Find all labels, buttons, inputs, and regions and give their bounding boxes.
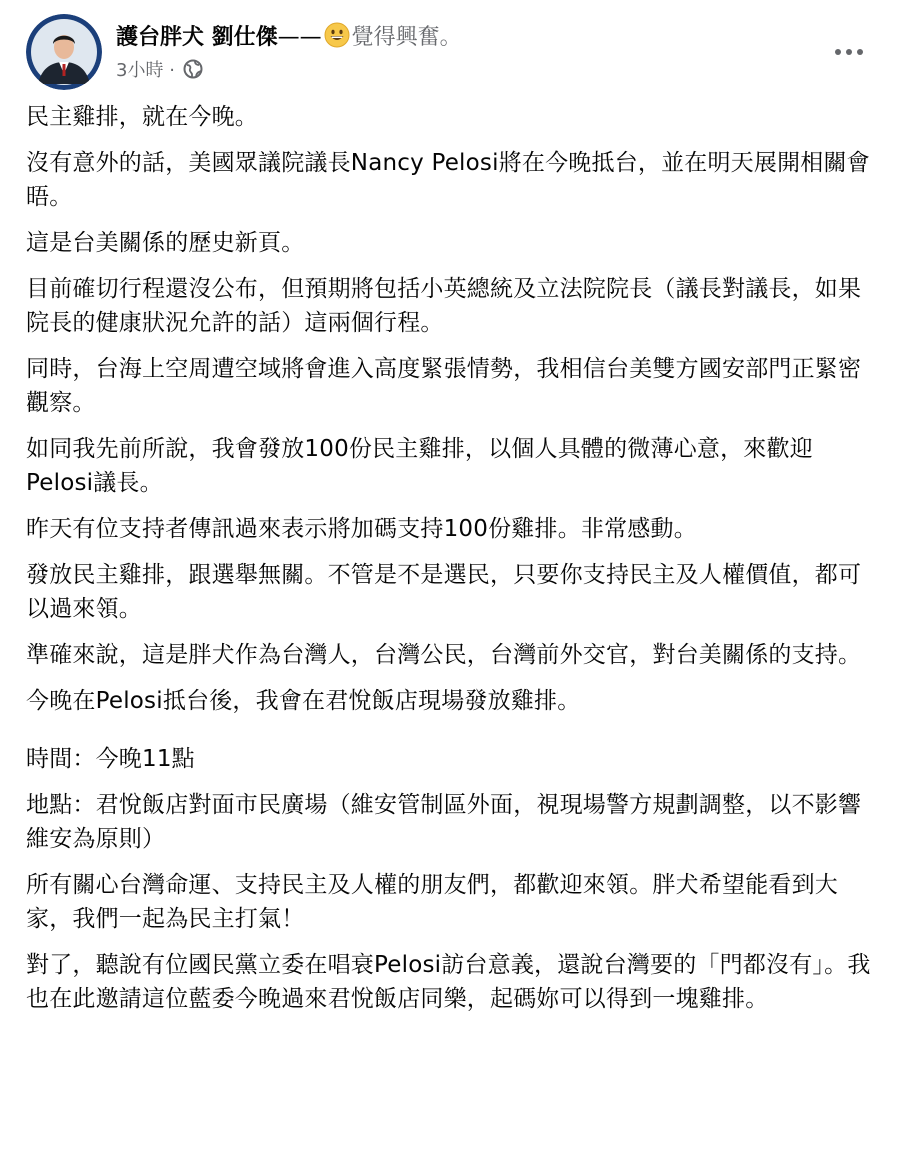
post-meta xyxy=(116,59,203,86)
post-paragraph: 同時，台海上空周遭空域將會進入高度緊張情勢，我相信台美雙方國安部門正緊密觀察。 xyxy=(26,356,862,416)
globe-icon[interactable] xyxy=(183,59,203,86)
post-paragraph: 今晚在Pelosi抵台後，我會在君悅飯店現場發放雞排。 xyxy=(26,688,581,714)
event-time: 時間：今晚11點 xyxy=(26,746,195,772)
post-header xyxy=(26,14,867,90)
post-timestamp[interactable]: 3小時 xyxy=(116,60,164,81)
more-options-icon[interactable] xyxy=(831,34,867,70)
event-location: 地點：君悅飯店對面市民廣場（維安管制區外面，視現場警方規劃調整，以不影響維安為原則） xyxy=(26,792,862,852)
feeling-text: 覺得興奮。 xyxy=(351,25,462,50)
post-paragraph: 沒有意外的話，美國眾議院議長Nancy Pelosi將在今晚抵台，並在明天展開相關會晤。 xyxy=(26,150,870,210)
grinning-face-emoji-icon xyxy=(324,22,350,56)
author-avatar[interactable] xyxy=(26,14,102,90)
post-paragraph: 如同我先前所說，我會發放100份民主雞排，以個人具體的微薄心意，來歡迎Pelosi議長。 xyxy=(26,436,813,496)
author-name[interactable]: 護台胖犬 劉仕傑 xyxy=(116,25,278,50)
post-paragraph: 目前確切行程還沒公布，但預期將包括小英總統及立法院院長（議長對議長，如果院長的健康狀況允許的話）這兩個行程。 xyxy=(26,276,862,336)
post-paragraph: 對了，聽說有位國民黨立委在唱衰Pelosi訪台意義，還說台灣要的「門都沒有」。我也在此邀請這位藍委今晚過來君悅飯店同樂，起碼妳可以得到一塊雞排。 xyxy=(26,952,871,1012)
author-line xyxy=(116,22,462,56)
post-paragraph: 民主雞排，就在今晚。 xyxy=(26,104,258,130)
meta-dot: · xyxy=(169,60,175,81)
post-paragraph: 發放民主雞排，跟選舉無關。不管是不是選民，只要你支持民主及人權價值，都可以過來領。 xyxy=(26,562,862,622)
post-paragraph: 所有關心台灣命運、支持民主及人權的朋友們，都歡迎來領。胖犬希望能看到大家，我們一起為民主打氣！ xyxy=(26,872,838,932)
feeling-separator: —— xyxy=(277,25,322,50)
post-paragraph: 這是台美關係的歷史新頁。 xyxy=(26,230,305,256)
post-paragraph: 準確來說，這是胖犬作為台灣人，台灣公民，台灣前外交官，對台美關係的支持。 xyxy=(26,642,862,668)
post-body xyxy=(26,100,875,1028)
post-paragraph: 昨天有位支持者傳訊過來表示將加碼支持100份雞排。非常感動。 xyxy=(26,516,697,542)
